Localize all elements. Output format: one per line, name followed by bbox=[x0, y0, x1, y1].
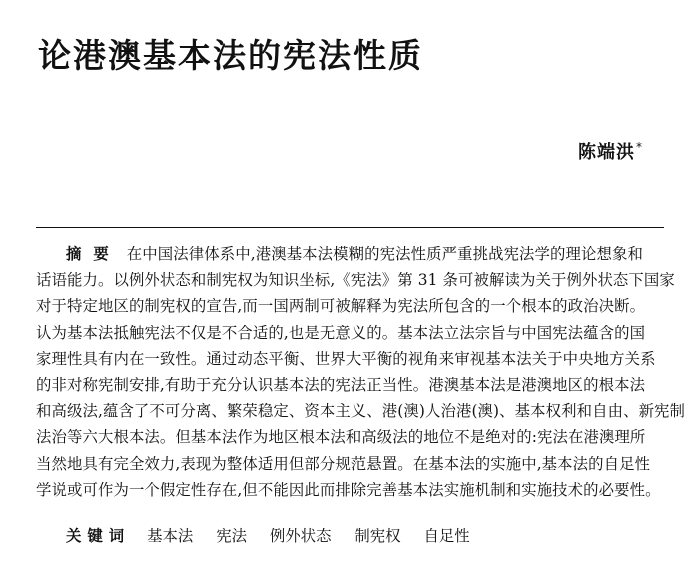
author-line bbox=[578, 138, 643, 164]
abstract-line: 家理性具有内在一致性。通过动态平衡、世界大平衡的视角来审视基本法关于中央地方关系 bbox=[36, 349, 656, 368]
abstract-line: 对于特定地区的制宪权的宣告,而一国两制可被解释为宪法所包含的一个根本的政治决断。 bbox=[36, 297, 646, 316]
abstract-block bbox=[36, 241, 686, 503]
abstract-line: 和高级法,蕴含了不可分离、繁荣稳定、资本主义、港(澳)人治港(澳)、基本权利和自由、新宪制 bbox=[36, 402, 686, 421]
keyword-item: 制宪权 bbox=[354, 527, 401, 545]
header-divider bbox=[36, 227, 664, 228]
abstract-line: 学说或可作为一个假定性存在,但不能因此而排除完善基本法实施机制和实施技术的必要性。 bbox=[36, 480, 661, 499]
author-footnote-mark: * bbox=[636, 140, 643, 154]
author-name: 陈端洪 bbox=[578, 142, 635, 163]
abstract-text: 在中国法律体系中,港澳基本法模糊的宪法性质严重挑战宪法学的理论想象和 bbox=[126, 245, 643, 263]
abstract-line: 当然地具有完全效力,表现为整体适用但部分规范悬置。在基本法的实施中,基本法的自足性 bbox=[36, 454, 651, 473]
abstract-label: 摘要 bbox=[66, 245, 121, 263]
abstract-line bbox=[36, 241, 664, 267]
abstract-line: 的非对称宪制安排,有助于充分认识基本法的宪法正当性。港澳基本法是港澳地区的根本法 bbox=[36, 375, 646, 394]
keywords-label: 关键词 bbox=[66, 527, 131, 545]
keyword-item: 宪法 bbox=[216, 527, 247, 545]
keyword-item: 例外状态 bbox=[269, 527, 332, 545]
keywords-line bbox=[66, 524, 488, 546]
abstract-line: 认为基本法抵触宪法不仅是不合适的,也是无意义的。基本法立法宗旨与中国宪法蕴含的国 bbox=[36, 323, 646, 342]
keyword-item: 自足性 bbox=[423, 527, 470, 545]
abstract-line: 话语能力。以例外状态和制宪权为知识坐标,《宪法》第 31 条可被解读为关于例外状态下国家 bbox=[36, 271, 675, 290]
abstract-line: 法治等六大根本法。但基本法作为地区根本法和高级法的地位不是绝对的:宪法在港澳理所 bbox=[36, 428, 646, 447]
keyword-item: 基本法 bbox=[147, 527, 194, 545]
article-title: 论港澳基本法的宪法性质 bbox=[38, 36, 423, 75]
